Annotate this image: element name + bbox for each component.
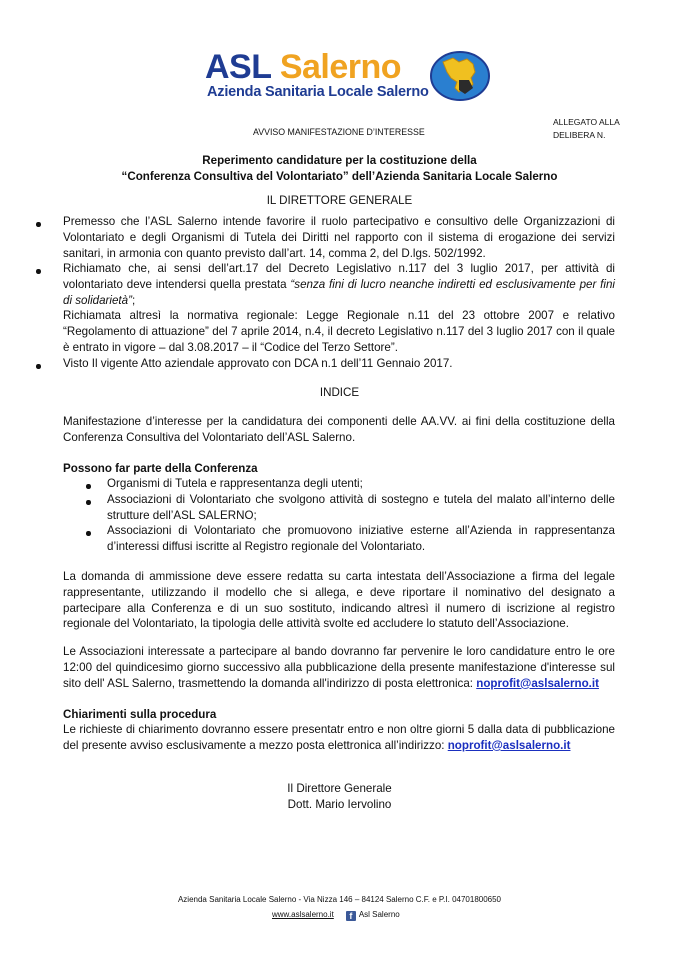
indice-heading: INDICE bbox=[319, 386, 360, 399]
heading-line1: Reperimento candidature per la costituzione della bbox=[202, 154, 477, 167]
possono-item-1: Organismi di Tutela e rappresentanza degli utenti; bbox=[107, 477, 363, 490]
website-link[interactable]: www.aslsalerno.it bbox=[272, 910, 334, 919]
bullet bbox=[36, 222, 41, 227]
logo-title bbox=[205, 48, 401, 86]
premessa-1: Premesso che l’ASL Salerno intende favorire il ruolo partecipativo e consultivo delle Organizzazioni di Volontariato e degli Organismi di Tutela dei Diritti nel rapporto con il sistema di erogazione dei servizi sanitari, in armonia con quanto previsto dall’art. 14, comma 2, del D.lgs. 502/1992. bbox=[63, 215, 615, 260]
footer-address: Azienda Sanitaria Locale Salerno - Via Nizza 146 – 84124 Salerno C.F. e P.I. 04701800650 bbox=[177, 895, 502, 904]
email-link[interactable]: noprofit@aslsalerno.it bbox=[476, 676, 599, 690]
bullet bbox=[86, 500, 91, 505]
associazioni-text: Le Associazioni interessate a partecipare al bando dovranno far pervenire le loro candidature entro le ore 12:00 del quindicesimo giorno successivo alla pubblicazione della presente manifestazione d'interesse sul sito dell' ASL Salerno, trasmettendo la domanda all'indirizzo di posta elettronica: bbox=[63, 645, 615, 690]
logo-subtitle: Azienda Sanitaria Locale Salerno bbox=[207, 84, 429, 100]
footer-links bbox=[272, 910, 400, 921]
domanda-paragraph: La domanda di ammissione deve essere redatta su carta intestata dell’Associazione a firma del legale rappresentante, utilizzando il modello che si allega, e deve riportare il nominativo del designato a partecipare alla Conferenza e di un suo sostituto, indicando altresì il numero di iscrizione al registro regionale del Volontariato, la tipologia delle attività svolte ed accludere lo statuto dell’Associazione. bbox=[63, 570, 615, 631]
campania-map-icon bbox=[429, 50, 491, 102]
logo-word-asl: ASL bbox=[205, 48, 271, 86]
allegato-line2: DELIBERA N. bbox=[553, 130, 606, 140]
possono-item-2: Associazioni di Volontariato che svolgono attività di sostegno e tutela del malato all’interno delle strutture dell’ASL SALERNO; bbox=[107, 493, 615, 522]
chiarimenti-paragraph bbox=[63, 722, 615, 754]
firma-name: Dott. Mario Iervolino bbox=[287, 798, 392, 811]
premessa-3: Richiamata altresì la normativa regionale: Legge Regionale n.11 del 23 ottobre 2007 e relativo “Regolamento di attuazione” del 7 aprile 2014, n.4, il decreto Legislativo n.117 del 3 luglio 2017 con il quale è entrato in vigore – dal 3.08.2017 – il “Codice del Terzo Settore”. bbox=[63, 309, 615, 354]
facebook-icon[interactable]: f bbox=[346, 911, 356, 921]
allegato-delibera bbox=[553, 116, 620, 142]
logo-word-salerno: Salerno bbox=[279, 48, 402, 86]
bullet bbox=[36, 364, 41, 369]
bullet bbox=[86, 531, 91, 536]
possono-item-3: Associazioni di Volontariato che promuovono iniziative esterne all’Azienda in rappresentanza d’interessi diffusi iscritte al Registro regionale del Volontariato. bbox=[107, 524, 615, 553]
premessa-2-quote: “senza fini di lucro neanche indiretti ed esclusivamente per fini di solidarietà” bbox=[63, 277, 615, 307]
direttore-heading: IL DIRETTORE GENERALE bbox=[266, 194, 413, 207]
avviso-label: AVVISO MANIFESTAZIONE D’INTERESSE bbox=[253, 127, 425, 137]
premessa-2-end: ; bbox=[131, 293, 136, 307]
allegato-line1: ALLEGATO ALLA bbox=[553, 117, 620, 127]
email-link[interactable]: noprofit@aslsalerno.it bbox=[447, 738, 571, 752]
asl-logo bbox=[205, 48, 495, 108]
chiarimenti-text: Le richieste di chiarimento dovranno essere presentatr entro e non oltre giorni 5 dalla data di pubblicazione del presente avviso esclusivamente a mezzo posta elettronica all’indirizzo: bbox=[63, 723, 615, 752]
bullet bbox=[36, 269, 41, 274]
firma-title: Il Direttore Generale bbox=[287, 782, 392, 795]
bullet bbox=[86, 484, 91, 489]
associazioni-paragraph bbox=[63, 644, 615, 691]
premessa-4: Visto Il vigente Atto aziendale approvato con DCA n.1 dell’11 Gennaio 2017. bbox=[63, 357, 453, 370]
premessa-2 bbox=[63, 261, 615, 308]
manifestazione-paragraph: Manifestazione d’interesse per la candidatura dei componenti delle AA.VV. ai fini della costituzione della Conferenza Consultiva del Volontariato dell’ASL Salerno. bbox=[63, 415, 615, 444]
facebook-label[interactable]: Asl Salerno bbox=[358, 910, 400, 919]
heading-line2: “Conferenza Consultiva del Volontariato” dell’Azienda Sanitaria Locale Salerno bbox=[121, 170, 558, 183]
possono-heading: Possono far parte della Conferenza bbox=[63, 462, 258, 475]
premessa-2-text: Richiamato che, ai sensi dell’art.17 del Decreto Legislativo n.117 del 3 luglio 2017, per attività di volontariato deve intendersi quella prestata bbox=[63, 262, 615, 291]
chiarimenti-heading: Chiarimenti sulla procedura bbox=[63, 708, 217, 721]
